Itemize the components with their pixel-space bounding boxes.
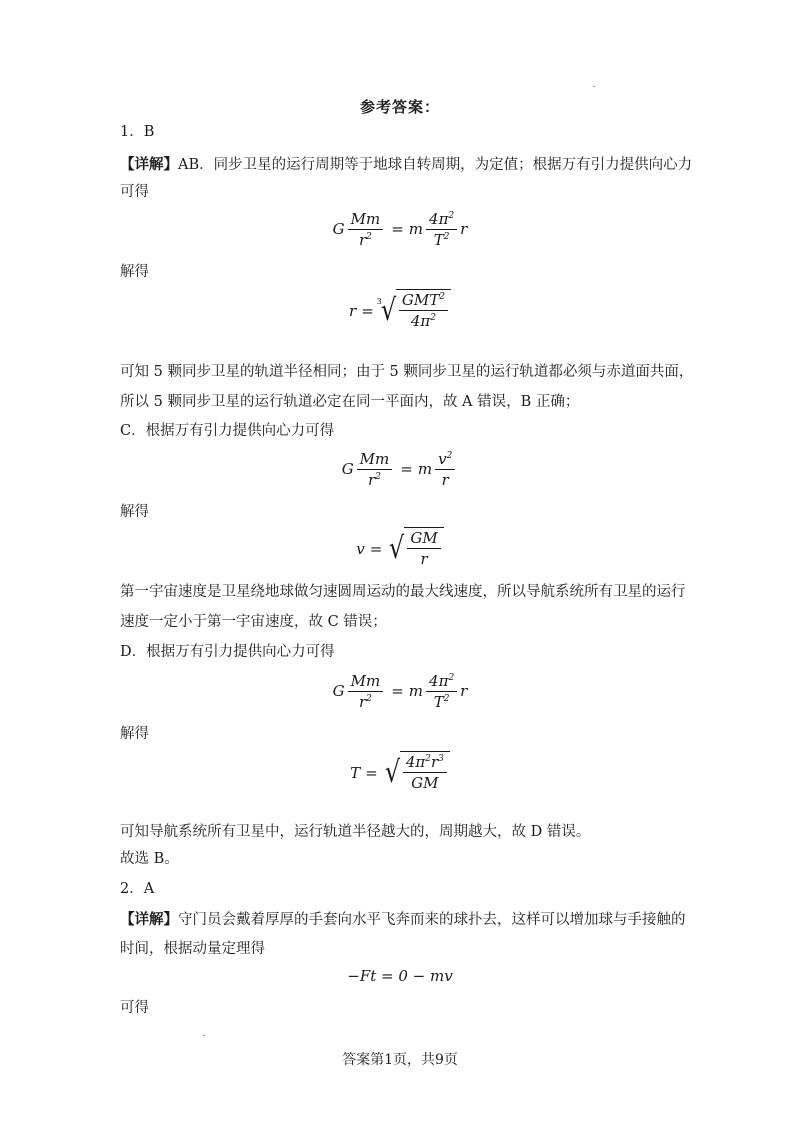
fraction — [348, 210, 384, 249]
fraction — [348, 672, 384, 711]
text-line: 所以 5 颗同步卫星的运行轨道必定在同一平面内，故 A 错误，B 正确； — [120, 394, 580, 410]
exponent: 3 — [438, 754, 444, 764]
num-symbol: v — [438, 449, 447, 468]
text-line: 解得 — [120, 264, 149, 280]
text-line: D．根据万有引力提供向心力可得 — [120, 644, 335, 660]
exponent: 2 — [439, 292, 445, 302]
radicand — [400, 751, 450, 795]
exponent: 2 — [425, 754, 431, 764]
root-index: 3 — [376, 297, 382, 306]
radicand — [404, 527, 443, 571]
denominator — [408, 311, 439, 330]
page-footer: 答案第1页，共9页 — [342, 1052, 458, 1068]
denominator — [356, 692, 375, 711]
exponent: 2 — [430, 313, 436, 323]
symbol: G — [332, 682, 345, 700]
page-title: 参考答案： — [359, 98, 440, 116]
scan-speck — [593, 86, 595, 87]
den-symbol: T — [433, 692, 444, 711]
numerator — [426, 210, 457, 230]
equation-impulse — [0, 964, 800, 988]
denominator — [431, 692, 453, 711]
text-line: 可知导航系统所有卫星中，运行轨道半径越大的，周期越大，故 D 错误。 — [120, 824, 591, 840]
text-line: 时间，根据动量定理得 — [120, 941, 265, 957]
radical-sign: √ — [380, 293, 396, 328]
symbol: m — [408, 682, 424, 700]
fraction — [357, 450, 393, 489]
text: AB．同步卫星的运行周期等于地球自转周期，为定值；根据万有引力提供向心力 — [178, 157, 693, 173]
denominator — [431, 230, 453, 249]
numerator — [403, 753, 447, 773]
explanation-line — [120, 155, 692, 175]
numerator: GM — [407, 529, 440, 549]
numerator — [435, 450, 455, 470]
equation-orbit-radius — [0, 286, 800, 336]
exponent: 2 — [366, 693, 372, 704]
symbol: r — [460, 220, 468, 238]
fraction — [435, 450, 455, 489]
num-symbol: 4π — [429, 209, 449, 228]
numerator — [399, 291, 448, 311]
question-1-answer: 1．B — [120, 124, 155, 140]
exponent: 2 — [446, 450, 453, 461]
denominator: r — [441, 470, 449, 489]
cube-root — [376, 289, 451, 333]
symbol: m — [408, 220, 424, 238]
denominator: r — [420, 550, 428, 568]
radicand — [396, 289, 451, 333]
symbol: v — [356, 540, 365, 558]
numerator — [426, 672, 457, 692]
symbol: G — [332, 220, 345, 238]
numerator: Mm — [348, 210, 384, 230]
num-symbol: GMT — [401, 291, 440, 309]
denominator: GM — [411, 774, 439, 792]
denominator — [365, 470, 384, 489]
fraction — [426, 672, 457, 711]
exponent: 2 — [448, 210, 455, 221]
scan-speck — [203, 1035, 205, 1036]
text-line: 故选 B。 — [120, 851, 179, 867]
text-line: 可得 — [120, 184, 149, 200]
text-line: C．根据万有引力提供向心力可得 — [120, 423, 335, 439]
square-root — [387, 527, 443, 571]
equals: = — [369, 540, 383, 558]
num-symbol: r — [430, 753, 439, 771]
equation-period — [0, 748, 800, 798]
equals: = — [400, 460, 413, 478]
exponent: 2 — [375, 471, 381, 482]
text: 守门员会戴着厚厚的手套向水平飞奔而来的球扑去，这样可以增加球与手接触的 — [178, 912, 686, 928]
text-line: 可得 — [120, 1000, 149, 1016]
equation-gravitation-velocity — [0, 446, 800, 492]
symbol: T — [350, 764, 361, 782]
radical-sign: √ — [389, 531, 405, 566]
square-root — [383, 751, 450, 795]
num-symbol: 4π — [405, 753, 426, 771]
den-symbol: r — [358, 692, 367, 711]
equals: = — [361, 302, 374, 320]
equation-gravitation-period — [0, 206, 800, 252]
den-symbol: r — [368, 470, 376, 489]
numerator: Mm — [348, 672, 384, 692]
denominator — [356, 230, 375, 249]
symbol: G — [341, 460, 354, 478]
radical-sign: √ — [384, 755, 400, 790]
equals: = — [391, 220, 404, 238]
fraction — [407, 529, 440, 568]
equation-text: −Ft = 0 − mv — [347, 967, 453, 985]
den-symbol: r — [358, 230, 367, 249]
equation-velocity — [0, 526, 800, 572]
symbol: r — [460, 682, 468, 700]
exponent: 2 — [443, 693, 450, 704]
equals: = — [391, 682, 404, 700]
text-line: 速度一定小于第一宇宙速度，故 C 错误； — [120, 614, 387, 630]
den-symbol: 4π — [410, 312, 431, 330]
den-symbol: T — [433, 230, 444, 249]
fraction — [403, 753, 447, 792]
text-line: 解得 — [120, 726, 149, 742]
equals: = — [365, 764, 378, 782]
detail-tag: 【详解】 — [120, 911, 178, 928]
fraction — [399, 291, 448, 330]
detail-tag: 【详解】 — [120, 156, 178, 173]
text-line: 第一宇宙速度是卫星绕地球做匀速圆周运动的最大线速度，所以导航系统所有卫星的运行 — [120, 584, 686, 600]
exponent: 2 — [448, 672, 455, 683]
exponent: 2 — [443, 231, 450, 242]
explanation-line — [120, 910, 686, 930]
numerator: Mm — [357, 450, 393, 470]
symbol: m — [417, 460, 433, 478]
fraction — [426, 210, 457, 249]
text-line: 解得 — [120, 504, 149, 520]
num-symbol: 4π — [429, 671, 449, 690]
equation-gravitation-period — [0, 668, 800, 714]
text-line: 可知 5 颗同步卫星的轨道半径相同；由于 5 颗同步卫星的运行轨道都必须与赤道面共面， — [120, 364, 694, 380]
exponent: 2 — [366, 231, 372, 242]
symbol: r — [349, 302, 357, 320]
question-2-answer: 2．A — [120, 881, 155, 897]
